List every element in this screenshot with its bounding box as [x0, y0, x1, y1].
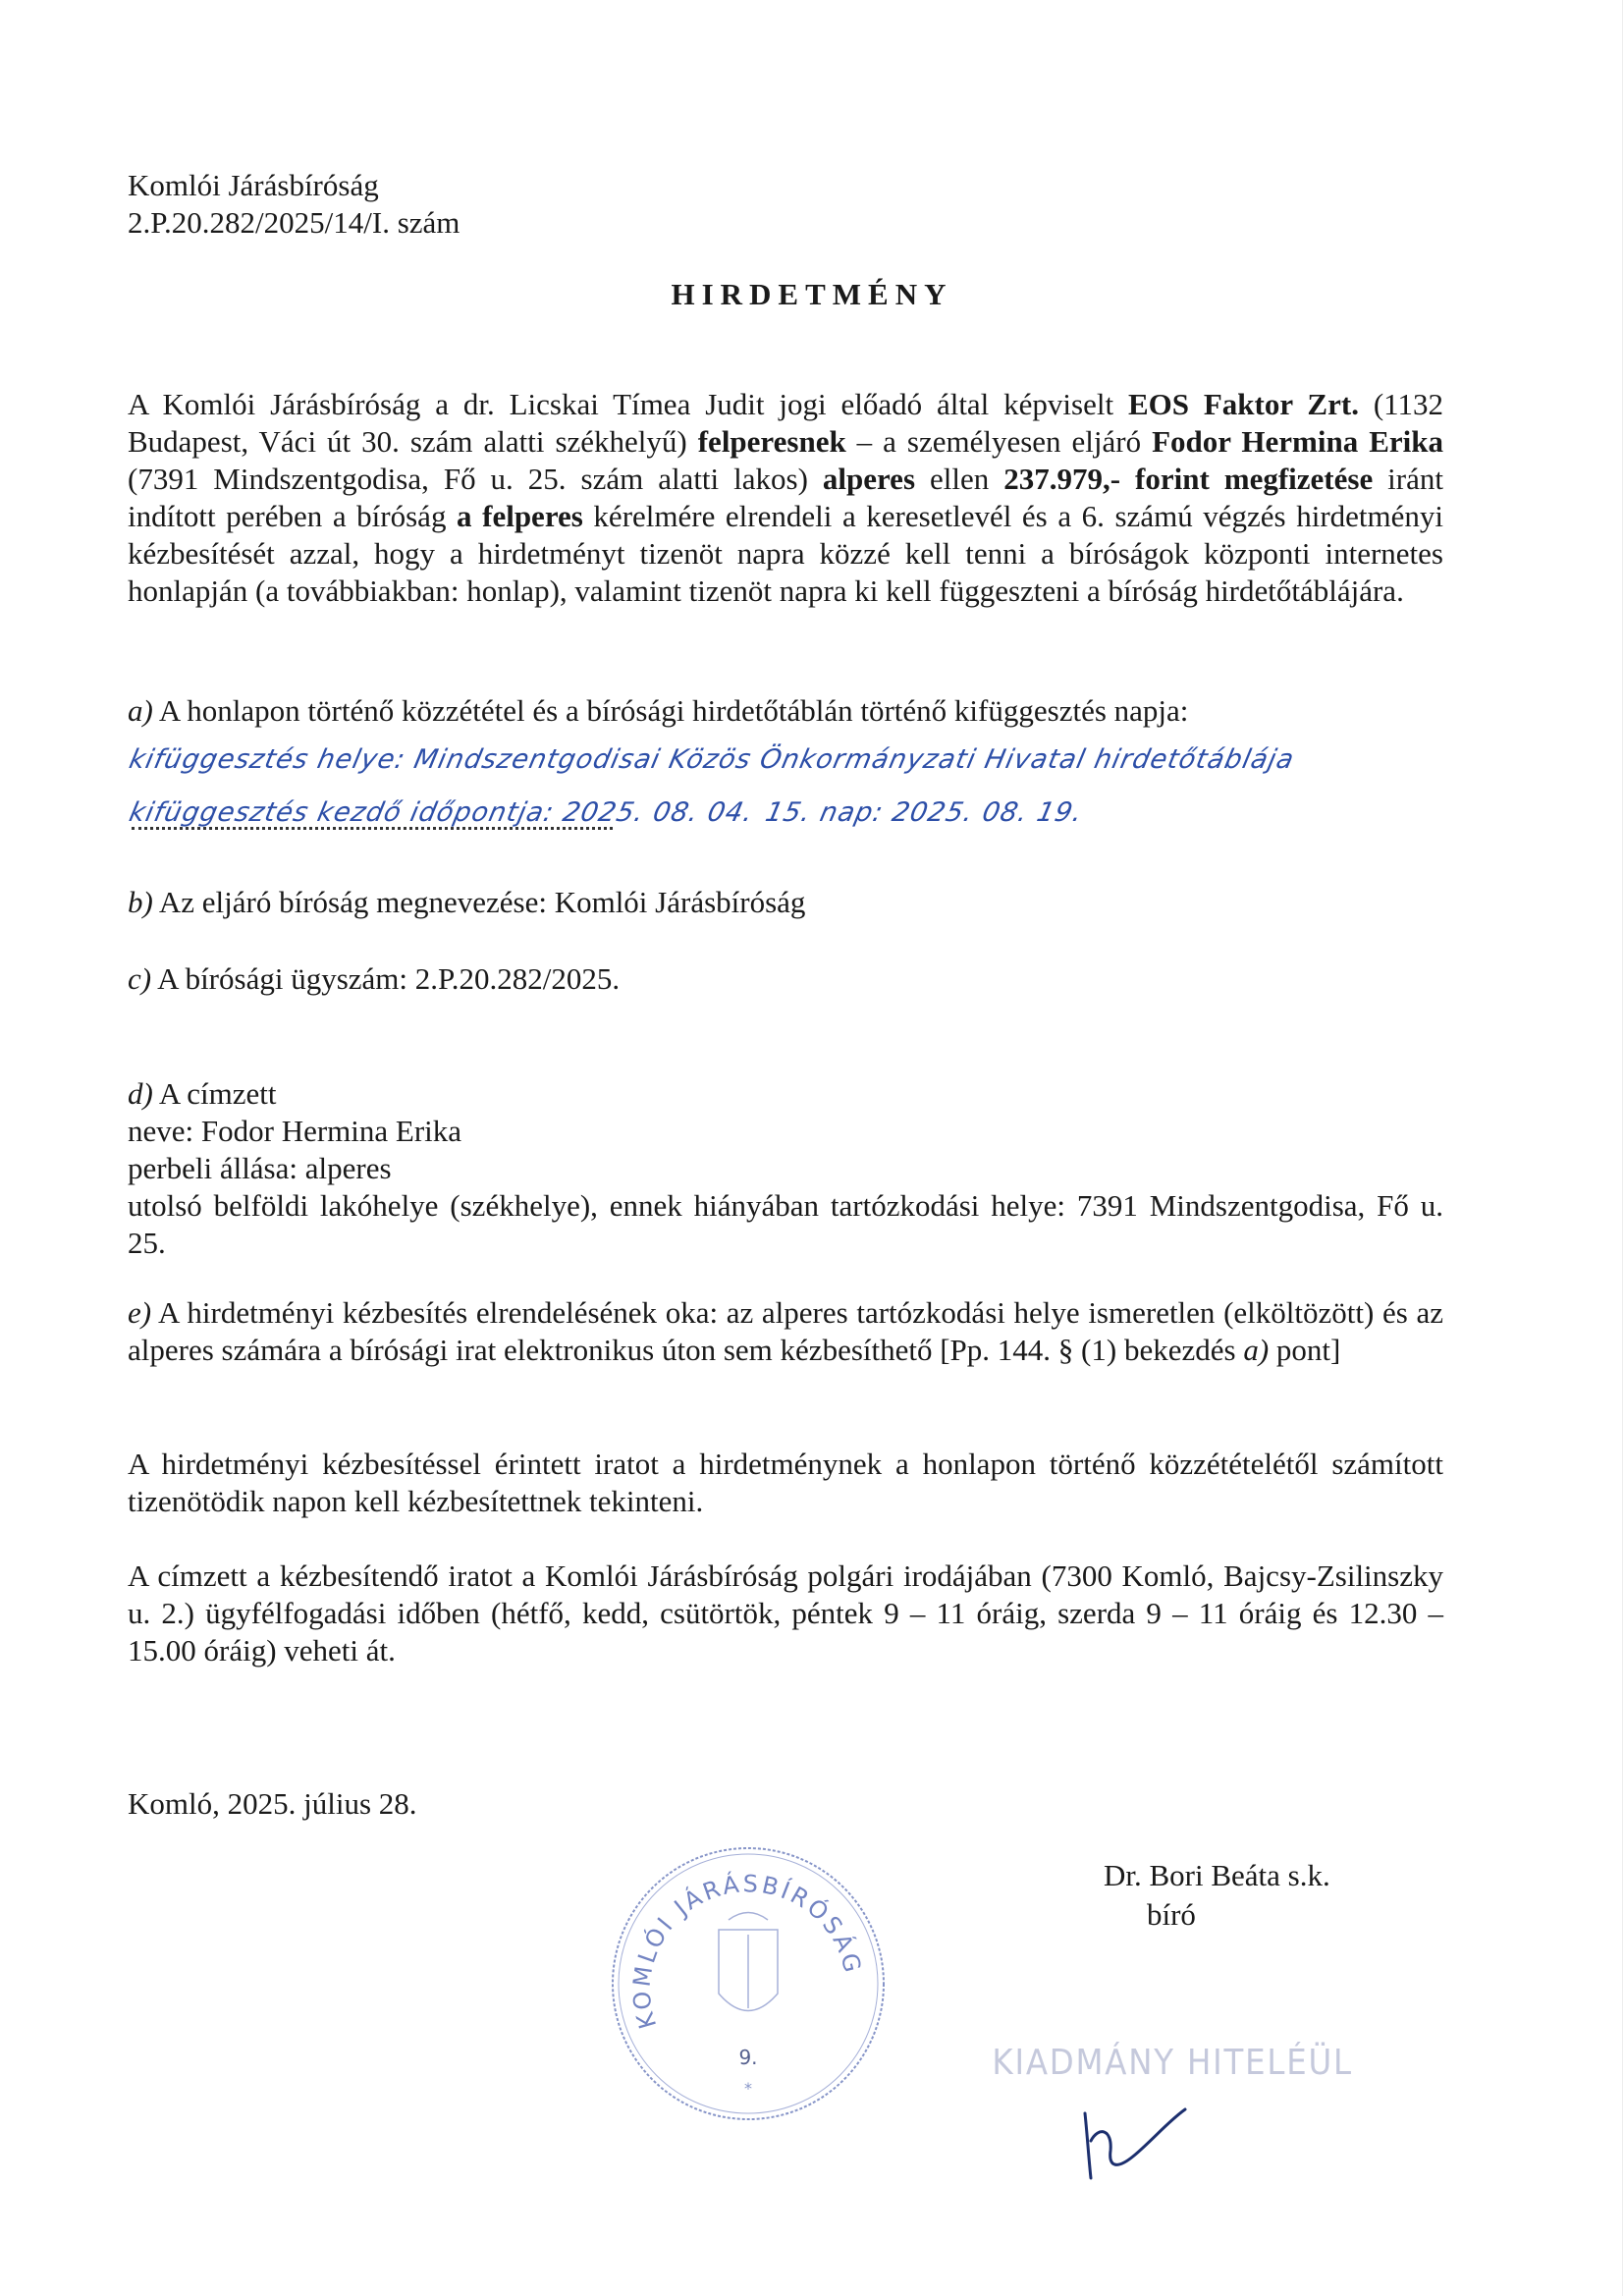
intro-text-7: kérelmére elrendeli a keresetlevél és a 6. számú végzés hirdetményi kézbesítését azzal, hogy a hirdetményt tizenöt napra közzé kell tenni a bíróságok központi internetes honlapján (a továbbiakban: honlap), valamint tizenöt napra ki kell függeszteni a bíróság hirdetőtáblájára. [128, 499, 1444, 608]
stamp-star-icon: * [744, 2079, 752, 2098]
intro-paragraph [128, 386, 1443, 610]
court-stamp [601, 1836, 895, 2131]
intro-text-6: iránt indított perében a bíróság [128, 462, 1443, 533]
section-e-text-end: pont] [1269, 1333, 1341, 1367]
section-e [128, 1294, 1443, 1369]
recipient-role: perbeli állása: alperes [128, 1151, 392, 1185]
section-e-label: e) [128, 1295, 152, 1330]
section-e-point: a) [1243, 1333, 1270, 1367]
intro-text-3: – a személyesen eljáró [845, 424, 1153, 459]
request-party: a felperes [457, 499, 583, 533]
judge-name: Dr. Bori Beáta s.k. [1104, 1858, 1330, 1892]
date-line: Komló, 2025. július 28. [128, 1786, 417, 1821]
handwritten-day-15: 15. nap: 2025. 08. 19. [762, 797, 1086, 828]
claim-amount: 237.979,- forint megfizetése [1003, 462, 1374, 496]
intro-text-4: (7391 Mindszentgodisa, Fő u. 25. szám alatti lakos) [128, 462, 823, 496]
judge-role: bíró [1147, 1897, 1196, 1932]
section-b [128, 884, 1443, 921]
section-b-label: b) [128, 885, 153, 919]
defendant-role: alperes [822, 462, 916, 496]
plaintiff-name: EOS Faktor Zrt. [1127, 387, 1359, 421]
scan-edge [1622, 0, 1623, 2296]
handwritten-signature [1075, 2102, 1193, 2190]
plaintiff-role: felperesnek [697, 424, 846, 459]
intro-text-5: ellen [915, 462, 1004, 496]
section-d [128, 1075, 1443, 1262]
stamp-number: 9. [738, 2046, 758, 2069]
section-a-text: A honlapon történő közzététel és a bírósági hirdetőtáblán történő kifüggesztés napja: [158, 693, 1189, 728]
document-title: HIRDETMÉNY [671, 277, 953, 311]
coat-of-arms-icon [719, 1913, 778, 2011]
handwritten-posting-place: kifüggesztés helye: Mindszentgodisai Közös Önkormányzati Hivatal hirdetőtáblája [126, 744, 1298, 775]
handwritten-posting-start: kifüggesztés kezdő időpontja: 2025. 08. 04. [126, 797, 757, 828]
recipient-name: neve: Fodor Hermina Erika [128, 1114, 462, 1148]
court-name: Komlói Járásbíróság [128, 168, 379, 202]
signature-block [1104, 1856, 1330, 1935]
section-e-text: A hirdetményi kézbesítés elrendelésének oka: az alperes tartózkodási helye ismeretlen (elköltözött) és az alperes számára a bírósági irat elektronikus úton sem kézbesíthető [Pp. 144. § (1) bekezdés [128, 1295, 1443, 1367]
case-number: 2.P.20.282/2025/14/I. szám [128, 205, 460, 240]
section-c [128, 960, 1443, 998]
dotted-fill-line [132, 827, 613, 830]
intro-text-2: (1132 Budapest, Váci út 30. szám alatti székhelyű) [128, 387, 1443, 459]
section-c-text: A bírósági ügyszám: 2.P.20.282/2025. [157, 961, 621, 996]
pickup-paragraph: A címzett a kézbesítendő iratot a Komlói Járásbíróság polgári irodájában (7300 Komló, Bajcsy-Zsilinszky u. 2.) ügyfélfogadási időben (hétfő, kedd, csütörtök, péntek 9 – 11 óráig, szerda 9 – 11 óráig és 12.30 – 15.00 óráig) veheti át. [128, 1558, 1443, 1667]
section-a-label: a) [128, 693, 153, 728]
section-b-text: Az eljáró bíróság megnevezése: Komlói Járásbíróság [158, 885, 806, 919]
defendant-name: Fodor Hermina Erika [1152, 424, 1443, 459]
section-d-label: d) [128, 1076, 153, 1111]
intro-text-1: A Komlói Járásbíróság a dr. Licskai Tímea Judit jogi előadó által képviselt [128, 387, 1128, 421]
delivery-paragraph: A hirdetményi kézbesítéssel érintett iratot a hirdetménynek a honlapon történő közzétételétől számított tizenötödik napon kell kézbesítettnek tekinteni. [128, 1447, 1443, 1518]
stamp-text: KOMLÓI JÁRÁSBÍRÓSÁG [627, 1870, 867, 2033]
certified-copy-stamp: KIADMÁNY HITELÉÜL [992, 2043, 1353, 2083]
document-header [128, 167, 460, 242]
section-a [128, 692, 1443, 730]
recipient-address: utolsó belföldi lakóhelye (székhelye), ennek hiányában tartózkodási helye: 7391 Mindszentgodisa, Fő u. 25. [128, 1188, 1443, 1260]
section-c-label: c) [128, 961, 152, 996]
recipient-heading: A címzett [158, 1076, 277, 1111]
